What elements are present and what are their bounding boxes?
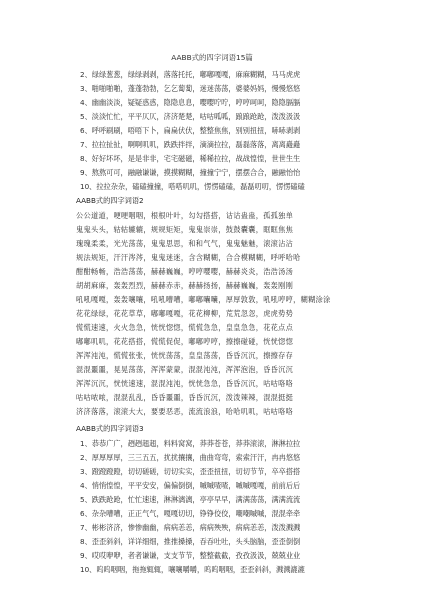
list-item: 5、跌跌跄跄，忙忙速速，淋淋漓漓，亭亭早早，满满荡荡，满满流流 — [80, 495, 301, 504]
list-item: 浑浑沌沌，慌慌张张，恍恍荡荡，皇皇荡荡，昏昏沉沉，擦擦存存 — [76, 351, 294, 360]
list-item: 4、悄悄惶惶，平平安安，偏偏倒倒，嘁嘁喳喳，嘁嘁嘎嘎，前前后后 — [80, 481, 301, 490]
list-item: 混混噩噩，晃晃荡荡，浑浑蒙蒙，混混沌沌，浑浑泡泡，昏昏沉沉 — [76, 365, 294, 374]
list-item: 6、杂杂嘈嘈，正正气气，嘎嘎切切，铮铮佼佼，嘲嘲嘁嘁，混混牵牵 — [80, 509, 301, 518]
list-item: 吼吼嘎嘎，轰轰嚷嚷，吼吼嘈嘈，嘟嘟囔囔，厚厚敦敦，吼吼哼哼，糊糊涂涂 — [76, 295, 331, 304]
list-item: 嘟嘟叽叽，花花搭搭，慌慌促促，嘟嘟哼哼，擦擦碰碰，恍恍惚惚 — [76, 337, 294, 346]
list-item: 9、哎哎咿咿，者者谦谦，支支节节，整整截截，孜孜汲汲，兢兢业业 — [80, 551, 301, 560]
list-item: 8、好好坏坏，是是非非，宅宅磁磁，稀稀拉拉，战战惶惶，世世生生 — [80, 154, 301, 163]
list-item: 咕咕哝哝，混混乱乱，昏昏噩噩，昏昏沉沉，泼泼辣辣，混混挺挺 — [76, 393, 294, 402]
list-item: 2、绿绿葱葱，绿绿剥剥，落落托托，嘟嘟嘎嘎，麻麻糊糊，马马虎虎 — [80, 70, 301, 79]
document-title: AABB式的四字词语15篇 — [171, 53, 253, 62]
list-item: 7、彬彬济济，惨惨幽幽，病病恙恙，病病殃殃，病病恙恙，泼泼溅溅 — [80, 523, 301, 532]
section-heading: AABB式的四字词语3 — [76, 424, 144, 433]
list-item: 浑浑沉沉，恍恍速速，混混沌沌，恍恍急急，昏昏沉沉，咕咕咯咯 — [76, 379, 294, 388]
list-item: 胡胡麻麻，轰轰烈烈，赫赫赤赤，赫赫扬扬，赫赫巍巍，轰轰刚刚 — [76, 281, 294, 290]
list-item: 6、呼呼刷刷，唔唔下卜，扁扁伏伏，整整焦焦，别别扭扭，哧哧剥剥 — [80, 126, 301, 135]
list-item: 慌慌速速，火火急急，恍恍惚惚，慌慌急急，皇皇急急，花花点点 — [76, 323, 294, 332]
list-item: 3、啪啪啪啪，蓬蓬勃勃，乞乞蔔蔔，迷迷荡荡，婆婆妈妈，慢慢悠悠 — [80, 84, 301, 93]
list-item: 10、拉拉杂杂，磕磕撞撞，嗒嗒叽叽，愣愣磕磕，磊磊叨叨，愣愣磕磕 — [80, 182, 305, 191]
list-item: 9、熬熬可可，融融谦谦，摸摸糊糊，撞撞宁宁，摆摆合合，融融怡怡 — [80, 168, 301, 177]
list-item: 4、幽幽淡淡，疑疑惑惑，隐隐息息，嘤嘤咛咛，哼哼呵呵，隐隐膈膈 — [80, 98, 301, 107]
list-item: 酣酣畅畅，浩浩荡荡，赫赫巍巍，哼哼嘤嘤，赫赫炎炎，浩浩汤汤 — [76, 267, 294, 276]
list-item: 济济落落，滚滚大大，要要恶恶，流流浪浪，哈哈叽叽，咕咕咯咯 — [76, 407, 294, 416]
list-item: 7、拉拉扯扯，啊啊叽叽，跌跌拌拌，滴滴拉拉，磊磊落落，离离矗矗 — [80, 140, 301, 149]
list-item: 规法规矩，汗汗涔涔，鬼鬼迷迷，含含糊糊，合合模糊糊，呼呼哈哈 — [76, 253, 301, 262]
list-item: 瑰瑰柔柔，光光荡荡，鬼鬼思思，和和气气，鬼鬼魅魅，滚滚沾沾 — [76, 239, 294, 248]
section-heading: AABB式的四字词语2 — [76, 196, 144, 205]
list-item: 1、恭恭广广，趔趔趄趄，料料窝窝，莽莽苍苍，莽莽滚滚，淋淋拉拉 — [80, 439, 301, 448]
list-item: 2、厚厚厚厚，三三五五，扰扰攘攘，曲曲弯弯，索索汗汗，冉冉悠悠 — [80, 453, 301, 462]
list-item: 8、歪歪斜斜，详详细细，推推搡搡，吞吞吐吐，头头脑脑，歪歪倒倒 — [80, 537, 301, 546]
list-item: 公公道道，哽哽咽咽，根根叶叶，勾勾搭搭，诂诂蛊蛊，孤孤独单 — [76, 211, 294, 220]
list-item: 鬼鬼头头，轱轱辘辘，规规矩矩，鬼鬼崇崇，鼓鼓囊囊，眶眶焦焦 — [76, 225, 294, 234]
list-item: 花花绿绿，花花草草，嘟嘟嘎嘎，花花柳柳，荒荒忽忽，虎虎势势 — [76, 309, 294, 318]
list-item: 5、淡淡忙忙，平平仄仄，济济楚楚，咕咕呱呱，踉踉跄跄，泼泼汲汲 — [80, 112, 301, 121]
list-item: 3、蹬蹬蹬蹬，切切磋磋，切切实实，歪歪扭扭，切切节节，卒卒搭搭 — [80, 467, 301, 476]
list-item: 10、呜呜咽咽，拖拖辄辄，嚷嚷嚼嚼，呜呜咽咽，歪歪斜斜，溅溅漉漉 — [80, 565, 305, 574]
